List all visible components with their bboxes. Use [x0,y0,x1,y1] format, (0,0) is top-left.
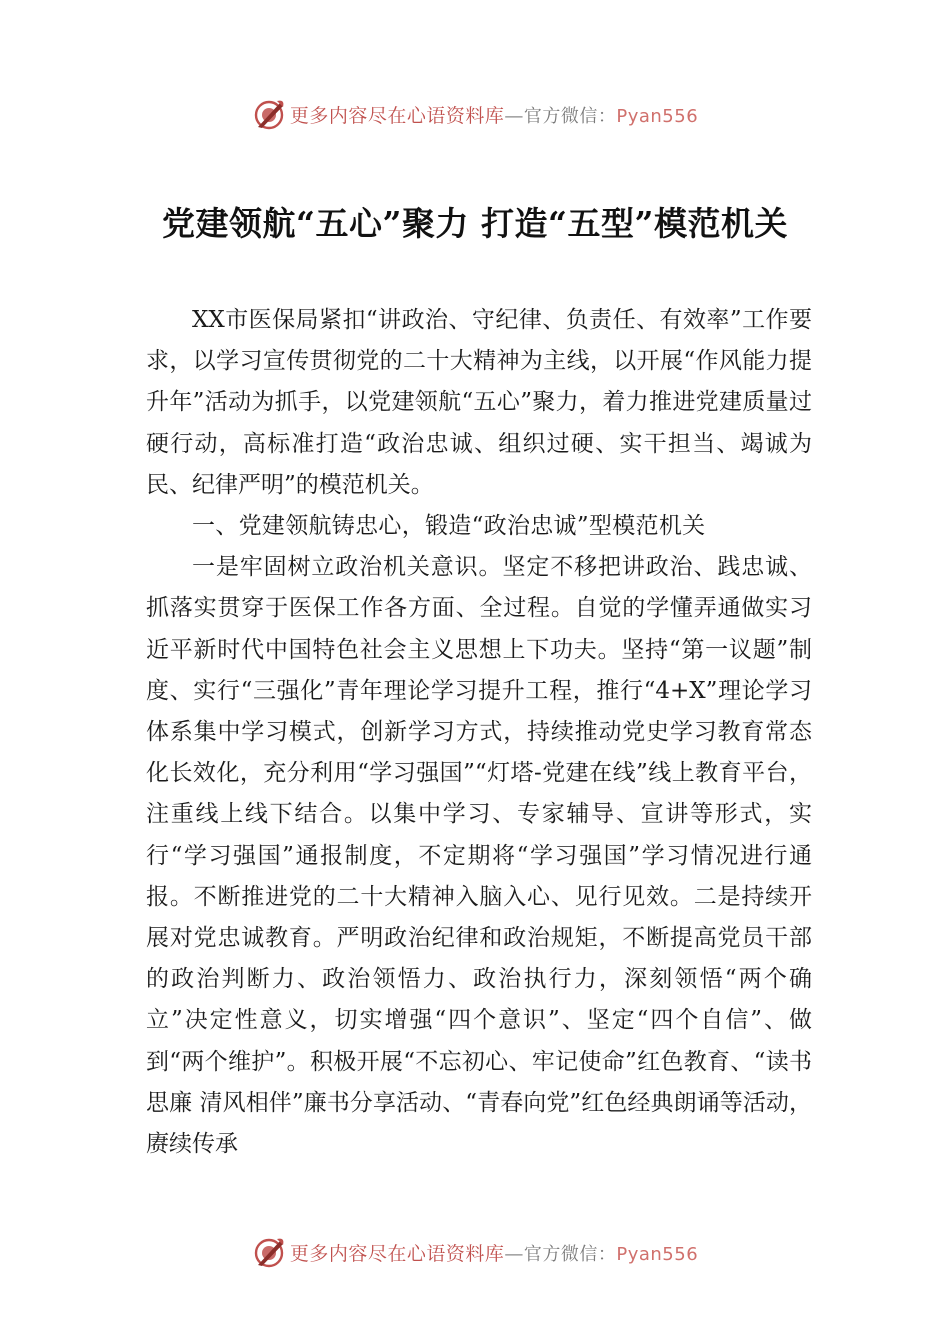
header-banner [0,94,950,134]
wechat-id: Pyan556 [616,105,699,127]
wechat-id: Pyan556 [616,1243,699,1265]
wechat-label: 官方微信： [523,105,617,127]
document-body [146,300,812,1165]
section-heading: 一、党建领航铸忠心，锻造“政治忠诚”型模范机关 [192,513,706,540]
quill-logo-icon [252,1235,286,1269]
banner-text [290,1239,698,1266]
document-title: 党建领航“五心”聚力 打造“五型”模范机关 [162,204,788,243]
banner-main-text: 更多内容尽在心语资料库 [289,104,505,127]
footer-banner [0,1232,950,1272]
quill-logo-icon [252,97,286,131]
banner-main-text: 更多内容尽在心语资料库 [289,1242,505,1265]
banner-text [290,101,698,128]
body-paragraph: 一是牢固树立政治机关意识。坚定不移把讲政治、践忠诚、抓落实贯穿于医保工作各方面、全过程。自觉的学懂弄通做实习近平新时代中国特色社会主义思想上下功夫。坚持“第一议题”制度、实行“三强化”青年理论学习提升工程，推行“4+X”理论学习体系集中学习模式，创新学习方式，持续推动党史学习教育常态化长效化，充分利用“学习强国”“灯塔-党建在线”线上教育平台，注重线上线下结合。以集中学习、专家辅导、宣讲等形式，实行“学习强国”通报制度，不定期将“学习强国”学习情况进行通报。不断推进党的二十大精神入脑入心、见行见效。二是持续开展对党忠诚教育。严明政治纪律和政治规矩，不断提高党员干部的政治判断力、政治领悟力、政治执行力，深刻领悟“两个确立”决定性意义，切实增强“四个意识”、坚定“四个自信”、做到“两个维护”。积极开展“不忘初心、牢记使命”红色教育、“读书思廉 清风相伴”廉书分享活动、“青春向党”红色经典朗诵等活动，赓续传承 [146,554,812,1158]
banner-separator: — [504,104,524,127]
intro-paragraph: XX市医保局紧扣“讲政治、守纪律、负责任、有效率”工作要求，以学习宣传贯彻党的二十大精神为主线，以开展“作风能力提升年”活动为抓手，以党建领航“五心”聚力，着力推进党建质量过硬行动，高标准打造“政治忠诚、组织过硬、实干担当、竭诚为民、纪律严明”的模范机关。 [146,307,812,498]
banner-separator: — [504,1242,524,1265]
wechat-label: 官方微信： [523,1243,617,1265]
